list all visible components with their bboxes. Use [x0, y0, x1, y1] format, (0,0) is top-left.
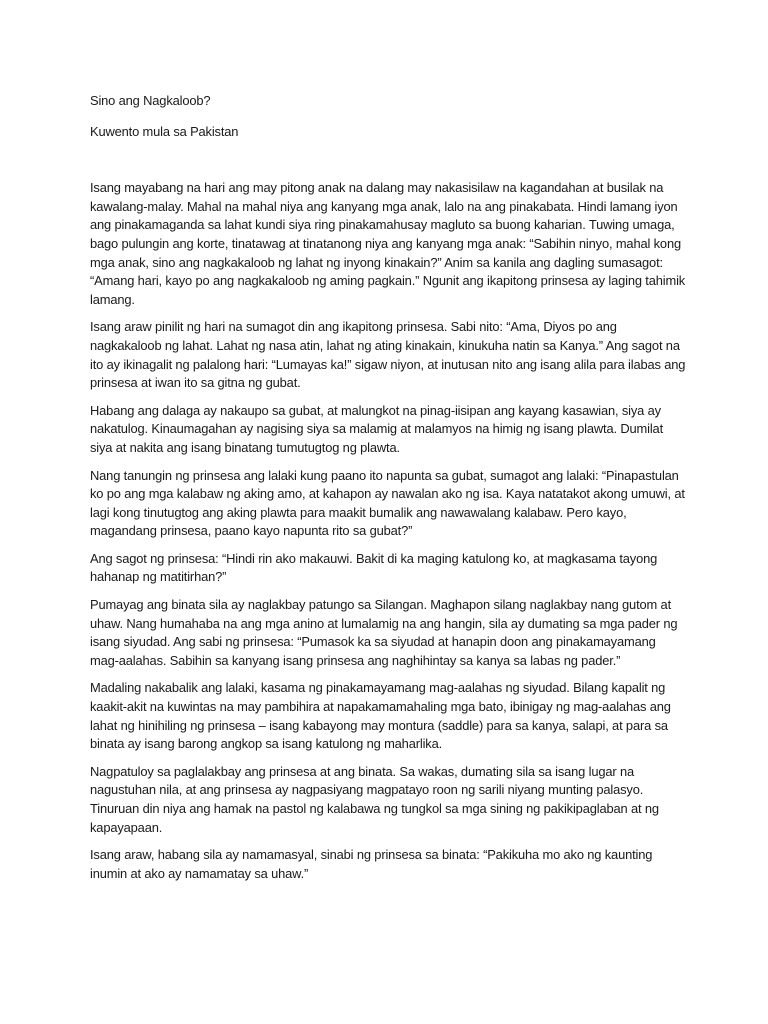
- document-subtitle: Kuwento mula sa Pakistan: [90, 123, 239, 139]
- paragraph-2: Isang araw pinilit ng hari na sumagot din ang ikapitong prinsesa. Sabi nito: “Ama, Diyos po ang nagkakaloob ng lahat. Lahat ng nasa atin, lahat ng ating kinakain, kinukuha natin sa Kanya.” Ang sagot na ito ay ikinagalit ng palalong hari: “Lumayas ka!” sigaw niyon, at inutusan nito ang isang alila para ilabas ang prinsesa at iwan ito sa gitna ng gubat.: [90, 319, 686, 391]
- document-title: Sino ang Nagkaloob?: [90, 93, 211, 108]
- paragraph-8: Nagpatuloy sa paglalakbay ang prinsesa at ang binata. Sa wakas, dumating sila sa isang lugar na nagustuhan nila, at ang prinsesa ay nagpasiyang magpatayo roon ng sarili niyang munting palasyo. Tinuruan din niya ang hamak na pastol ng kalabawa ng tungkol sa mga sining ng pakikipaglaban at ng kapayapaan.: [90, 763, 659, 835]
- paragraph-9: Isang araw, habang sila ay namamasyal, sinabi ng prinsesa sa binata: “Pakikuha mo ako ng kaunting inumin at ako ay namamatay sa uhaw.”: [90, 847, 653, 881]
- paragraph-3: Habang ang dalaga ay nakaupo sa gubat, at malungkot na pinag-iisipan ang kayang kasawian, siya ay nakatulog. Kinaumagahan ay nagising siya sa malamig at malamyos na himig ng isang plawta. Dumilat siya at nakita ang isang binatang tumutugtog ng plawta.: [90, 402, 664, 455]
- paragraph-1: Isang mayabang na hari ang may pitong anak na dalang may nakasisilaw na kagandahan at busilak na kawalang-malay. Mahal na mahal niya ang kanyang mga anak, lalo na ang pinakabata. Hindi lamang iyon ang pinakamaganda sa lahat kundi siya ring pinakamahusay magluto sa buong kaharian. Tuwing umaga, bago pulungin ang korte, tinatawag at tinatanong niya ang kanyang mga anak: “Sabihin ninyo, mahal kong mga anak, sino ang nagkakaloob ng lahat ng inyong kinakain?” Anim sa kanila ang dagling sumasagot: “Amang hari, kayo po ang nagkakaloob ng aming pagkain.” Ngunit ang ikapitong prinsesa ay laging tahimik lamang.: [90, 180, 686, 307]
- paragraph-7: Madaling nakabalik ang lalaki, kasama ng pinakamayamang mag-aalahas ng siyudad. Bilang kapalit ng kaakit-akit na kuwintas na may pambihira at napakamamahaling mga bato, ibinigay ng mag-aalahas ang lahat ng hinihiling ng prinsesa – isang kabayong may montura (saddle) para sa kanya, salapi, at para sa binata ay isang barong angkop sa isang katulong ng maharlika.: [90, 680, 671, 752]
- paragraph-5: Ang sagot ng prinsesa: “Hindi rin ako makauwi. Bakit di ka maging katulong ko, at magkasama tayong hahanap ng matitirhan?”: [90, 550, 658, 585]
- document-page: [90, 92, 686, 892]
- paragraph-4: Nang tanungin ng prinsesa ang lalaki kung paano ito napunta sa gubat, sumagot ang lalaki: “Pinapastulan ko po ang mga kalabaw ng aking amo, at kahapon ay nawalan ako ng isa. Kaya natatakot akong umuwi, at lagi kong tinutugtog ang aking plawta para maakit bumalik ang nawawalang kalabaw. Pero kayo, magandang prinsesa, paano kayo napunta rito sa gubat?”: [90, 467, 685, 539]
- paragraph-6: Pumayag ang binata sila ay naglakbay patungo sa Silangan. Maghapon silang naglakbay nang gutom at uhaw. Nang humahaba na ang mga anino at lumalamig na ang hangin, sila ay dumating sa mga pader ng isang siyudad. Ang sabi ng prinsesa: “Pumasok ka sa siyudad at hanapin doon ang pinakamayamang mag-aalahas. Sabihin sa kanyang isang prinsesa ang naghihintay sa kanya sa labas ng pader.”: [90, 597, 678, 668]
